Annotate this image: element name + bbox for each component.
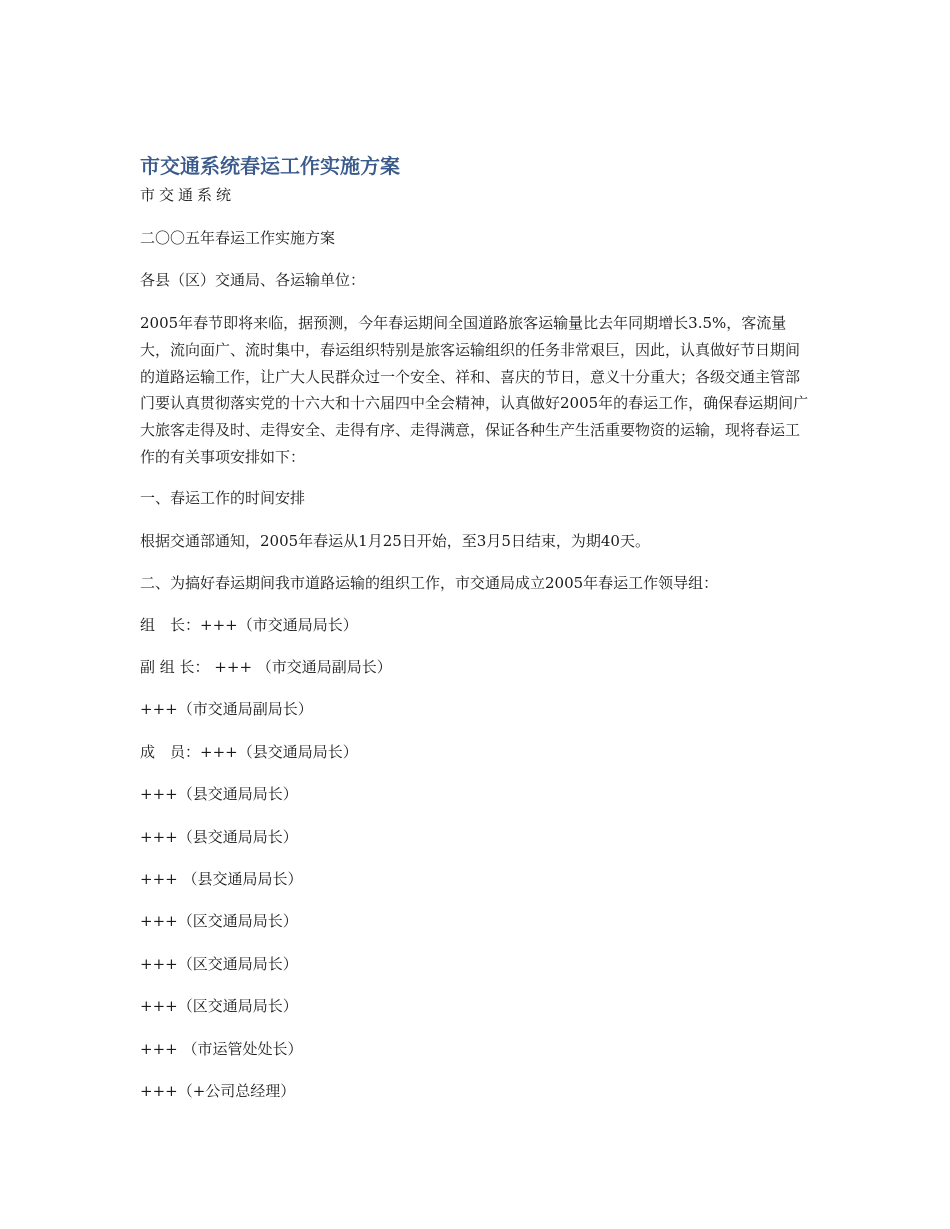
salutation: 各县（区）交通局、各运输单位： <box>140 271 366 289</box>
intro-paragraph: 2005年春节即将来临，据预测，今年春运期间全国道路旅客运输量比去年同期增长3.5%，客流量大，流向面广、流时集中，春运组织特别是旅客运输组织的任务非常艰巨，因此，认真做好节日期间的道路运输工作，让广大人民群众过一个安全、祥和、喜庆的节日，意义十分重大；各级交通主管部门要认真贯彻落实党的十六大和十六届四中全会精神，认真做好2005年的春运工作，确保春运期间广大旅客走得及时、走得安全、走得有序、走得满意，保证各种生产生活重要物资的运输，现将春运工作的有关事项安排如下： <box>140 314 809 466</box>
leadership-line: 组 长：+++（市交通局局长） <box>140 616 358 634</box>
section1-text: 根据交通部通知，2005年春运从1月25日开始，至3月5日结束，为期40天。 <box>140 532 650 550</box>
leadership-line: +++（市交通局副局长） <box>140 700 313 718</box>
year-plan-heading: 二〇〇五年春运工作实施方案 <box>140 229 336 247</box>
document-title: 市交通系统春运工作实施方案 <box>140 154 400 178</box>
document-subtitle: 市交通系统 <box>140 186 236 204</box>
leadership-line: +++（县交通局局长） <box>140 785 298 803</box>
leadership-line: +++（县交通局局长） <box>140 828 298 846</box>
leadership-line: 副 组 长： +++ （市交通局副局长） <box>140 658 392 676</box>
leadership-line: +++（区交通局局长） <box>140 955 298 973</box>
section2-heading: 二、为搞好春运期间我市道路运输的组织工作，市交通局成立2005年春运工作领导组： <box>140 574 719 592</box>
leadership-line: +++ （市运管处处长） <box>140 1040 303 1058</box>
leadership-line: +++ （县交通局局长） <box>140 870 303 888</box>
leadership-line: 成 员：+++（县交通局局长） <box>140 743 358 761</box>
leadership-line: +++（+公司总经理） <box>140 1082 296 1100</box>
section1-heading: 一、春运工作的时间安排 <box>140 489 306 507</box>
leadership-line: +++（区交通局局长） <box>140 997 298 1015</box>
leadership-line: +++（区交通局局长） <box>140 912 298 930</box>
